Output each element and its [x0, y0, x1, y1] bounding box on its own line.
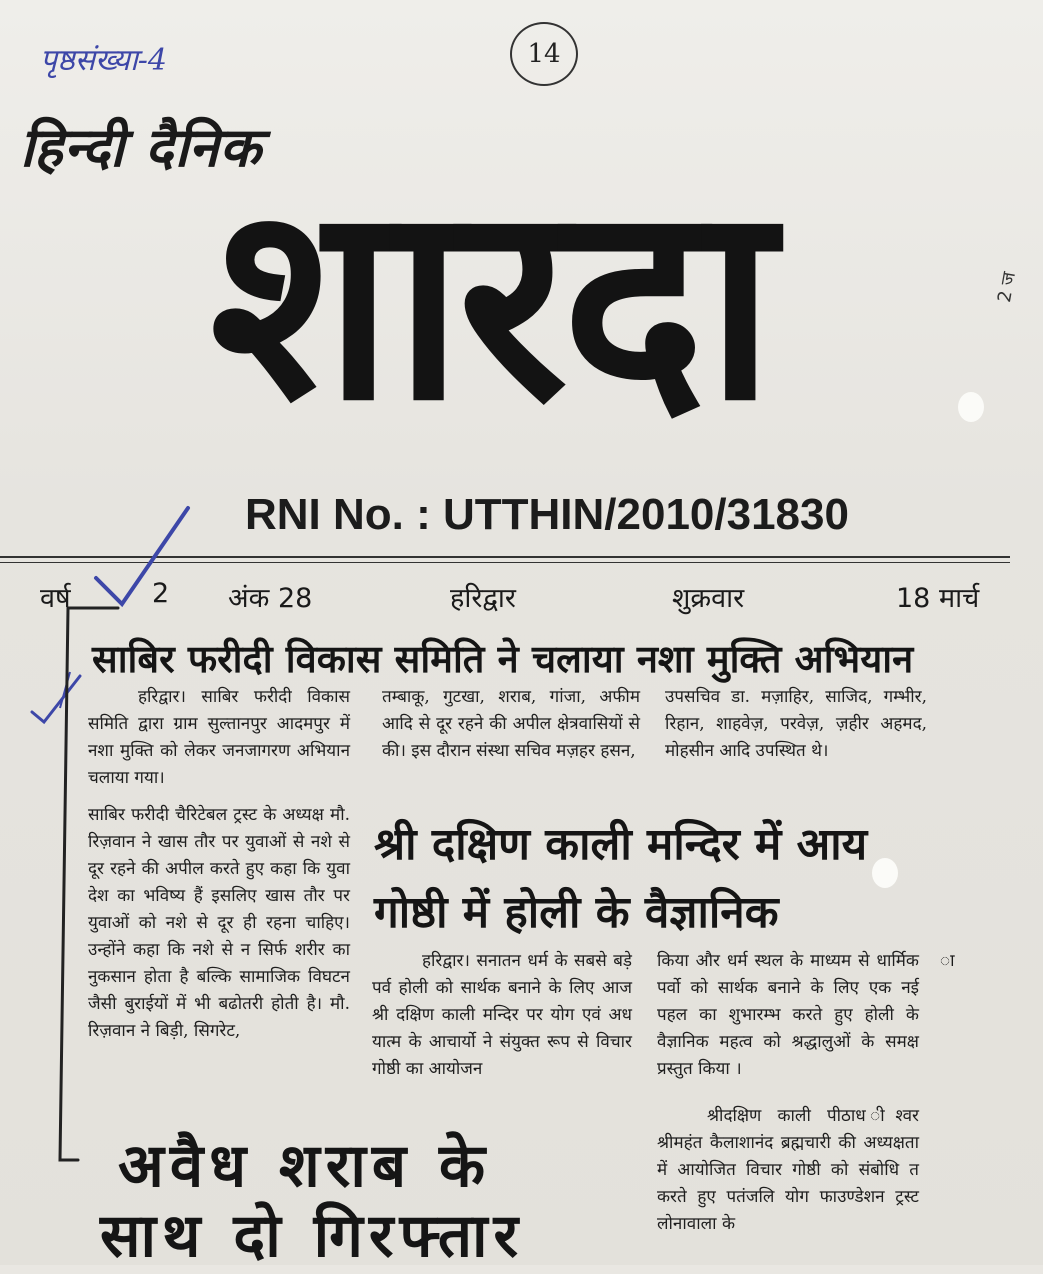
article-2-cut-fragment: ा: [940, 951, 955, 971]
article-1-col-1b: साबिर फरीदी चैरिटेबल ट्रस्ट के अध्यक्ष मौ. रिज़वान ने खास तौर पर युवाओं से नशे से दूर रहने की अपील करते हुए कहा कि युवा देश का भविष्य हैं इसलिए खास तौर पर युवाओं को नशे से दूर ही रहना चाहिए। उन्होंने कहा कि नशे से न सिर्फ शरीर का नुकसान होता है बल्कि सामाजिक विघटन जैसी बुराईयों में भी बढोतरी होती है। मौ. रिज़वान ने बिड़ी, सिगरेट,: [88, 805, 350, 1041]
article-1-col-2: तम्बाकू, गुटखा, शराब, गांजा, अफीम आदि से दूर रहने की अपील क्षेत्रवासियों से की। इस दौरान संस्था सचिव मज़हर हसन,: [382, 687, 640, 761]
masthead-title: शारदा: [210, 145, 770, 460]
small-tick-pen-mark: [32, 676, 80, 722]
torn-side-fragment: 2 ज: [993, 270, 1020, 304]
article-2-col-2: किया और धर्म स्थल के माध्यम से धार्मिक पर्वो को सार्थक बनाने के लिए एक नई पहल का शुभारम्भ करते हुए होली के वैज्ञानिक महत्व को श्रद्धालुओं के समक्ष प्रस्तुत किया ।: [657, 951, 919, 1079]
varsh-value: 2: [152, 578, 170, 609]
article-1-col-1a: हरिद्वार। साबिर फरीदी विकास समिति द्वारा ग्राम सुल्तानपुर आदमपुर में नशा मुक्ति को लेकर जनजागरण अभियान चलाया गया।: [88, 687, 350, 788]
issue-day: शुक्रवार: [672, 583, 745, 614]
rni-number: RNI No. : UTTHIN/2010/31830: [245, 490, 849, 539]
article-2-col-1: हरिद्वार। सनातन धर्म के सबसे बड़े पर्व होली को सार्थक बनाने के लिए आज श्री दक्षिण काली मन्दिर पर योग एवं अध यात्म के आचार्यो ने संयुक्त रूप से विचार गोष्ठी का आयोजन: [372, 951, 632, 1079]
article-2-headline-line-2: गोष्ठी में होली के वैज्ञानिक: [374, 887, 779, 938]
article-2-col-3: श्रीदक्षिण काली पीठाध ीश्वर श्रीमहंत कैलाशानंद ब्रह्मचारी की अध्यक्षता में आयोजित विचार गोष्ठी को संबोधि त करते हुए पतंजलि योग फाउण्डेशन ट्रस्ट लोनावाला के: [657, 1106, 919, 1234]
checkmark-pen-mark: [96, 508, 188, 604]
ank-number: अंक 28: [228, 583, 313, 614]
article-3-headline-line-2: साथ दो गिरफ्तार: [100, 1201, 525, 1271]
punch-hole: [872, 858, 898, 888]
issue-date: 18 मार्च: [896, 583, 980, 614]
handwritten-page-note: पृष्ठसंख्या-4: [40, 43, 167, 78]
article-3-headline-line-1: अवैध शराब के: [118, 1131, 492, 1201]
page-number-text: 14: [527, 39, 561, 69]
varsh-label: वर्ष: [40, 583, 71, 614]
issue-city: हरिद्वार: [450, 583, 516, 614]
masthead-kicker: हिन्दी दैनिक: [20, 116, 262, 179]
article-1-col-3: उपसचिव डा. मज़ाहिर, साजिद, गम्भीर, रिहान, शाहवेज़, परवेज़, ज़हीर अहमद, मोहसीन आदि उपस्थित थे।: [665, 687, 927, 761]
punch-hole: [958, 392, 984, 422]
article-2-headline-line-1: श्री दक्षिण काली मन्दिर में आय: [374, 819, 868, 870]
article-1-headline: साबिर फरीदी विकास समिति ने चलाया नशा मुक्ति अभियान: [92, 637, 914, 681]
